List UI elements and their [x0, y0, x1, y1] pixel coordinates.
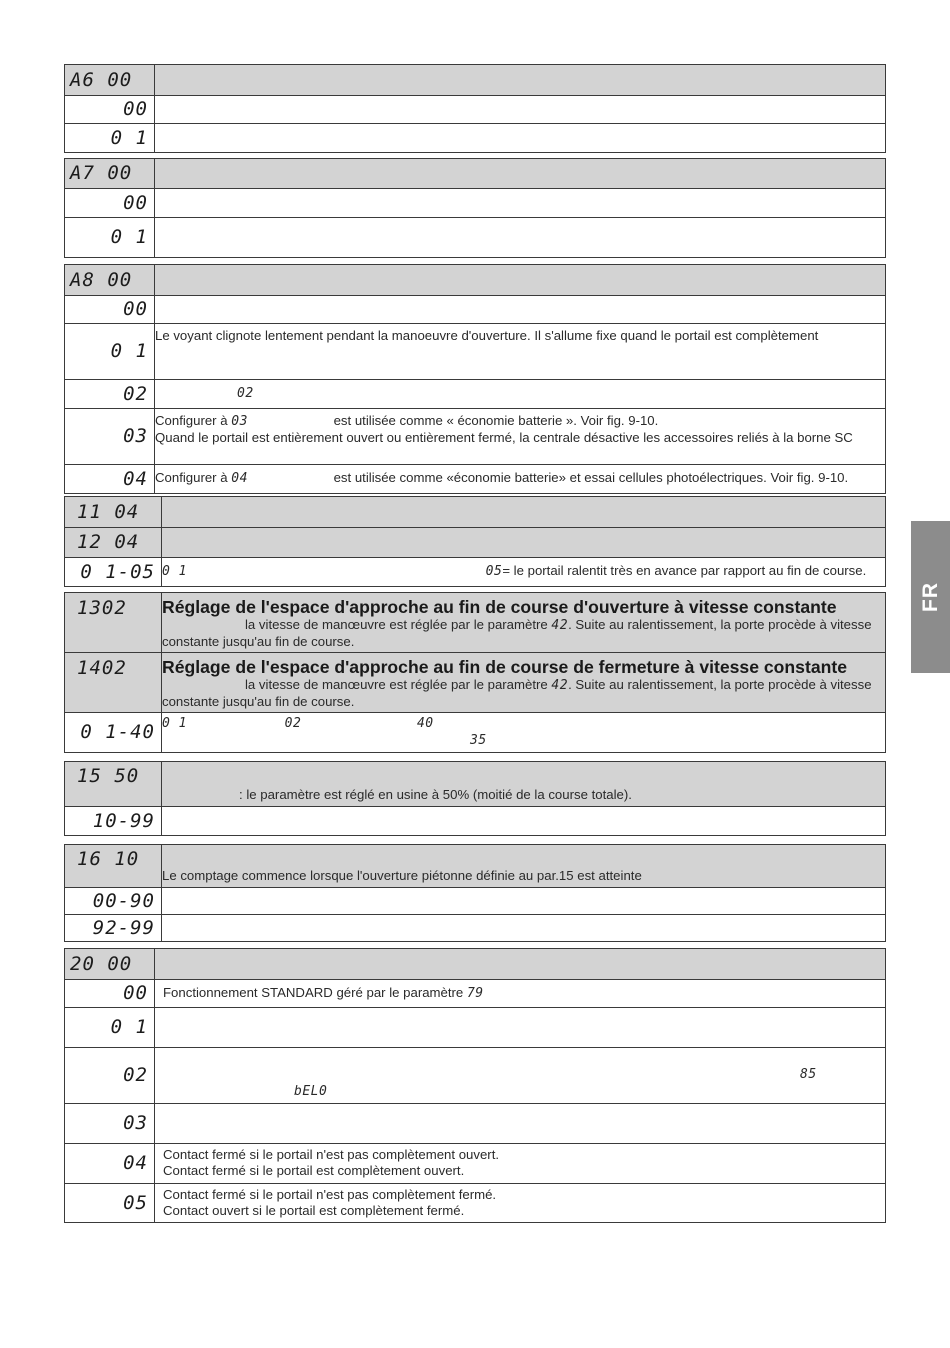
option-text: Le voyant clignote lentement pendant la manoeuvre d'ouverture. Il s'allume fixe quand le portail est complètement	[155, 328, 819, 343]
option-description	[155, 1008, 886, 1048]
display-value: 03	[231, 414, 248, 429]
option-code: 03	[65, 409, 155, 465]
option-code: 00	[65, 189, 155, 218]
option-prefix: Configurer à	[155, 413, 228, 428]
param-text: . Suite au ralentissement, la porte procède à vitesse	[568, 677, 872, 692]
option-description	[155, 1048, 886, 1104]
display-value: 02	[237, 386, 254, 401]
param-table-13-14	[64, 592, 886, 753]
param-description	[162, 528, 886, 558]
display-value: 40	[416, 716, 434, 731]
param-table-11-12	[64, 496, 886, 587]
display-value: bEL0	[294, 1084, 328, 1099]
option-description	[155, 324, 886, 380]
param-table-a7	[64, 158, 886, 258]
display-value: 85	[800, 1067, 817, 1082]
option-code: 04	[65, 1144, 155, 1184]
option-code: 00	[65, 96, 155, 124]
option-description	[155, 124, 886, 153]
option-description	[155, 96, 886, 124]
param-code: 1302	[65, 593, 162, 653]
option-code: 10-99	[65, 807, 162, 836]
option-code: 92-99	[65, 915, 162, 942]
param-description	[162, 497, 886, 528]
option-description	[155, 980, 886, 1008]
param-table-15	[64, 761, 886, 836]
display-value: 42	[551, 678, 569, 693]
display-value: 0 1	[162, 564, 187, 579]
option-description	[155, 380, 886, 409]
option-description	[155, 1104, 886, 1144]
param-description	[155, 949, 886, 980]
param-text: constante jusqu'au fin de course.	[162, 634, 355, 649]
param-description	[155, 65, 886, 96]
option-description	[155, 1184, 886, 1223]
option-code: 0 1-40	[65, 713, 162, 753]
param-text: constante jusqu'au fin de course.	[162, 694, 355, 709]
param-description	[155, 265, 886, 296]
option-code: 04	[65, 465, 155, 494]
option-text: Contact fermé si le portail n'est pas complètement ouvert.	[163, 1147, 500, 1162]
option-text: Fonctionnement STANDARD géré par le paramètre	[163, 985, 464, 1000]
option-code: 0 1	[65, 124, 155, 153]
option-code: 02	[65, 380, 155, 409]
option-description	[162, 888, 886, 915]
option-description	[162, 558, 886, 587]
option-code: 0 1	[65, 1008, 155, 1048]
param-code: 12 04	[65, 528, 162, 558]
option-description	[162, 915, 886, 942]
display-value: 35	[470, 733, 487, 748]
param-description	[155, 159, 886, 189]
option-code: 03	[65, 1104, 155, 1144]
param-text: la vitesse de manœuvre est réglée par le paramètre	[245, 617, 548, 632]
param-code: 1402	[65, 653, 162, 713]
option-prefix: Configurer à	[155, 470, 228, 485]
param-code: A8 00	[65, 265, 155, 296]
option-code: 0 1	[65, 218, 155, 258]
option-code: 0 1-05	[65, 558, 162, 587]
param-table-20	[64, 948, 886, 1223]
param-code: A7 00	[65, 159, 155, 189]
option-code: 00	[65, 296, 155, 324]
param-code: 15 50	[65, 762, 162, 807]
param-description	[162, 653, 886, 713]
param-description	[162, 593, 886, 653]
option-description	[162, 713, 886, 753]
param-code: 20 00	[65, 949, 155, 980]
option-description	[155, 189, 886, 218]
param-description	[162, 845, 886, 888]
param-code: 16 10	[65, 845, 162, 888]
option-description	[155, 465, 886, 494]
param-text: la vitesse de manœuvre est réglée par le paramètre	[245, 677, 548, 692]
option-text-line2: Contact fermé si le portail est complètement ouvert.	[163, 1163, 465, 1178]
language-label: FR	[918, 582, 942, 612]
option-description	[155, 218, 886, 258]
display-value: 0 1	[162, 716, 187, 731]
option-text-line2: Quand le portail est entièrement ouvert ou entièrement fermé, la centrale désactive les accessoires reliés à la borne SC	[155, 430, 853, 445]
param-code: A6 00	[65, 65, 155, 96]
param-text: Le comptage commence lorsque l'ouverture piétonne définie au par.15 est atteinte	[162, 868, 642, 883]
option-description	[155, 1144, 886, 1184]
param-description	[162, 762, 886, 807]
param-table-a8	[64, 264, 886, 494]
display-value: 04	[231, 471, 248, 486]
option-description	[162, 807, 886, 836]
option-text: est utilisée comme «économie batterie» et essai cellules photoélectriques. Voir fig. 9-10.	[333, 470, 849, 485]
option-text-line2: Contact ouvert si le portail est complètement fermé.	[163, 1203, 465, 1218]
param-title: Réglage de l'espace d'approche au fin de course d'ouverture à vitesse constante	[162, 597, 837, 617]
option-text: = le portail ralentit très en avance par rapport au fin de course.	[502, 563, 867, 578]
display-value: 02	[284, 716, 302, 731]
option-code: 02	[65, 1048, 155, 1104]
option-code: 05	[65, 1184, 155, 1223]
language-tab	[911, 521, 950, 673]
display-value: 05	[485, 564, 503, 579]
option-text: est utilisée comme « économie batterie ». Voir fig. 9-10.	[333, 413, 659, 428]
option-text: Contact fermé si le portail n'est pas complètement fermé.	[163, 1187, 497, 1202]
option-code: 00	[65, 980, 155, 1008]
param-table-16	[64, 844, 886, 942]
param-text: . Suite au ralentissement, la porte procède à vitesse	[568, 617, 872, 632]
param-table-a6	[64, 64, 886, 153]
option-description	[155, 296, 886, 324]
param-code: 11 04	[65, 497, 162, 528]
option-description	[155, 409, 886, 465]
display-value: 79	[466, 986, 484, 1001]
option-code: 0 1	[65, 324, 155, 380]
param-title: Réglage de l'espace d'approche au fin de course de fermeture à vitesse constante	[162, 657, 847, 677]
param-text: : le paramètre est réglé en usine à 50% (moitié de la course totale).	[239, 787, 632, 802]
option-code: 00-90	[65, 888, 162, 915]
display-value: 42	[551, 618, 569, 633]
